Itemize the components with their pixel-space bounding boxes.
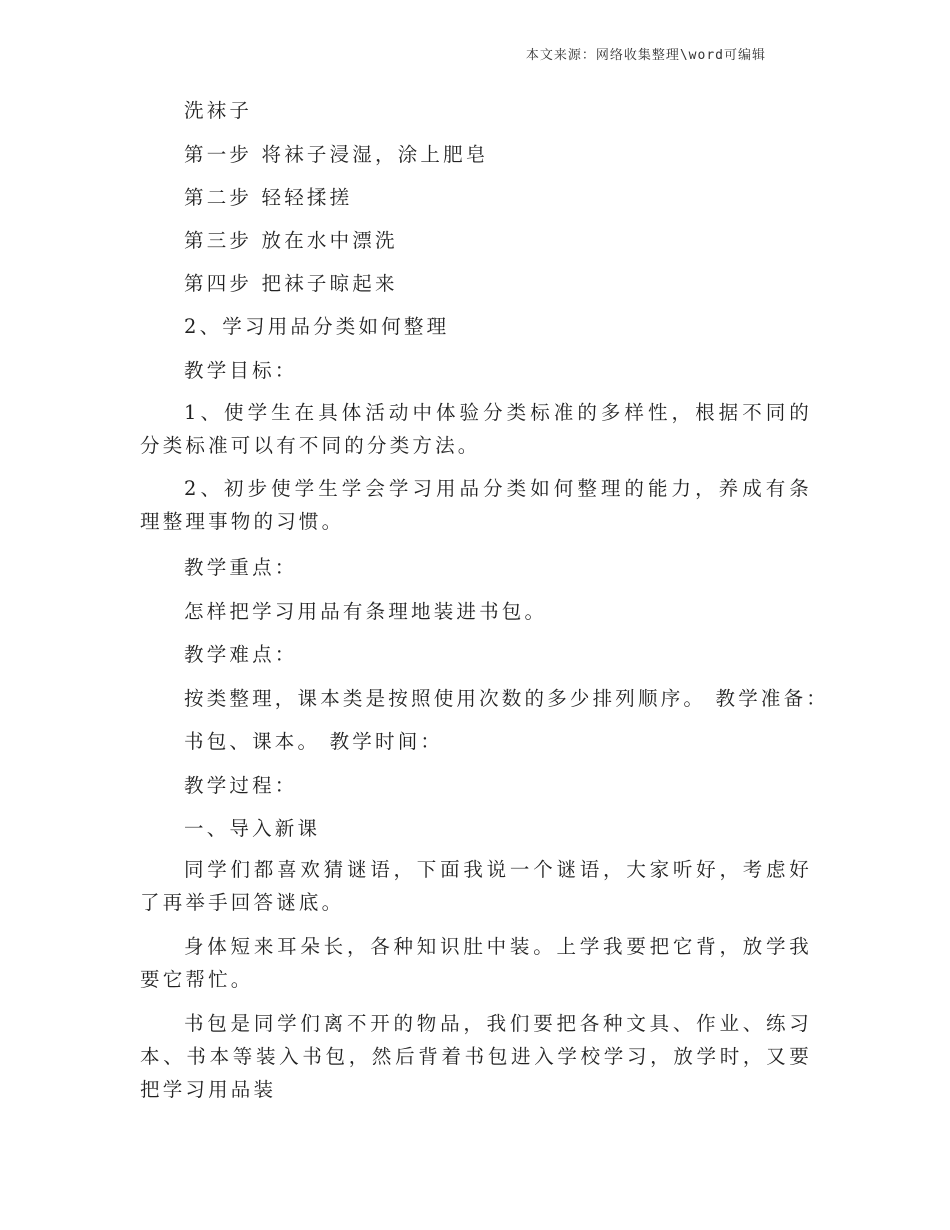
text-line: 教学难点： (184, 643, 298, 666)
paragraph: 书包是同学们离不开的物品，我们要把各种文具、作业、练习本、书本等装入书包，然后背着书包进入学校学习，放学时，又要把学习用品装 (140, 1012, 812, 1101)
text-line: 第三步 放在水中漂洗 (184, 229, 398, 252)
source-header: 本文来源：网络收集整理\word可编辑 (525, 48, 766, 63)
text-line: 第二步 轻轻揉搓 (184, 186, 353, 209)
paragraph: 同学们都喜欢猜谜语，下面我说一个谜语，大家听好，考虑好了再举手回答谜底。 (140, 858, 812, 914)
paragraph: 2、初步使学生学会学习用品分类如何整理的能力，养成有条理整理事物的习惯。 (140, 477, 812, 533)
text-line: 洗袜子 (184, 99, 253, 122)
text-line: 怎样把学习用品有条理地装进书包。 (184, 600, 548, 623)
text-line: 第一步 将袜子浸湿，涂上肥皂 (184, 143, 489, 166)
text-line: 书包、课本。 教学时间： (184, 730, 444, 753)
text-line: 教学重点： (184, 556, 298, 579)
text-line: 第四步 把袜子晾起来 (184, 272, 398, 295)
section-heading: 2、学习用品分类如何整理 (184, 315, 450, 338)
text-line: 一、导入新课 (184, 817, 321, 840)
paragraph: 1、使学生在具体活动中体验分类标准的多样性，根据不同的分类标准可以有不同的分类方法。 (140, 401, 812, 457)
text-line: 教学目标： (184, 359, 298, 382)
text-line: 教学过程： (184, 774, 298, 797)
text-line: 按类整理，课本类是按照使用次数的多少排列顺序。 教学准备： (184, 687, 829, 710)
paragraph: 身体短来耳朵长，各种知识肚中装。上学我要把它背，放学我要它帮忙。 (140, 935, 812, 991)
